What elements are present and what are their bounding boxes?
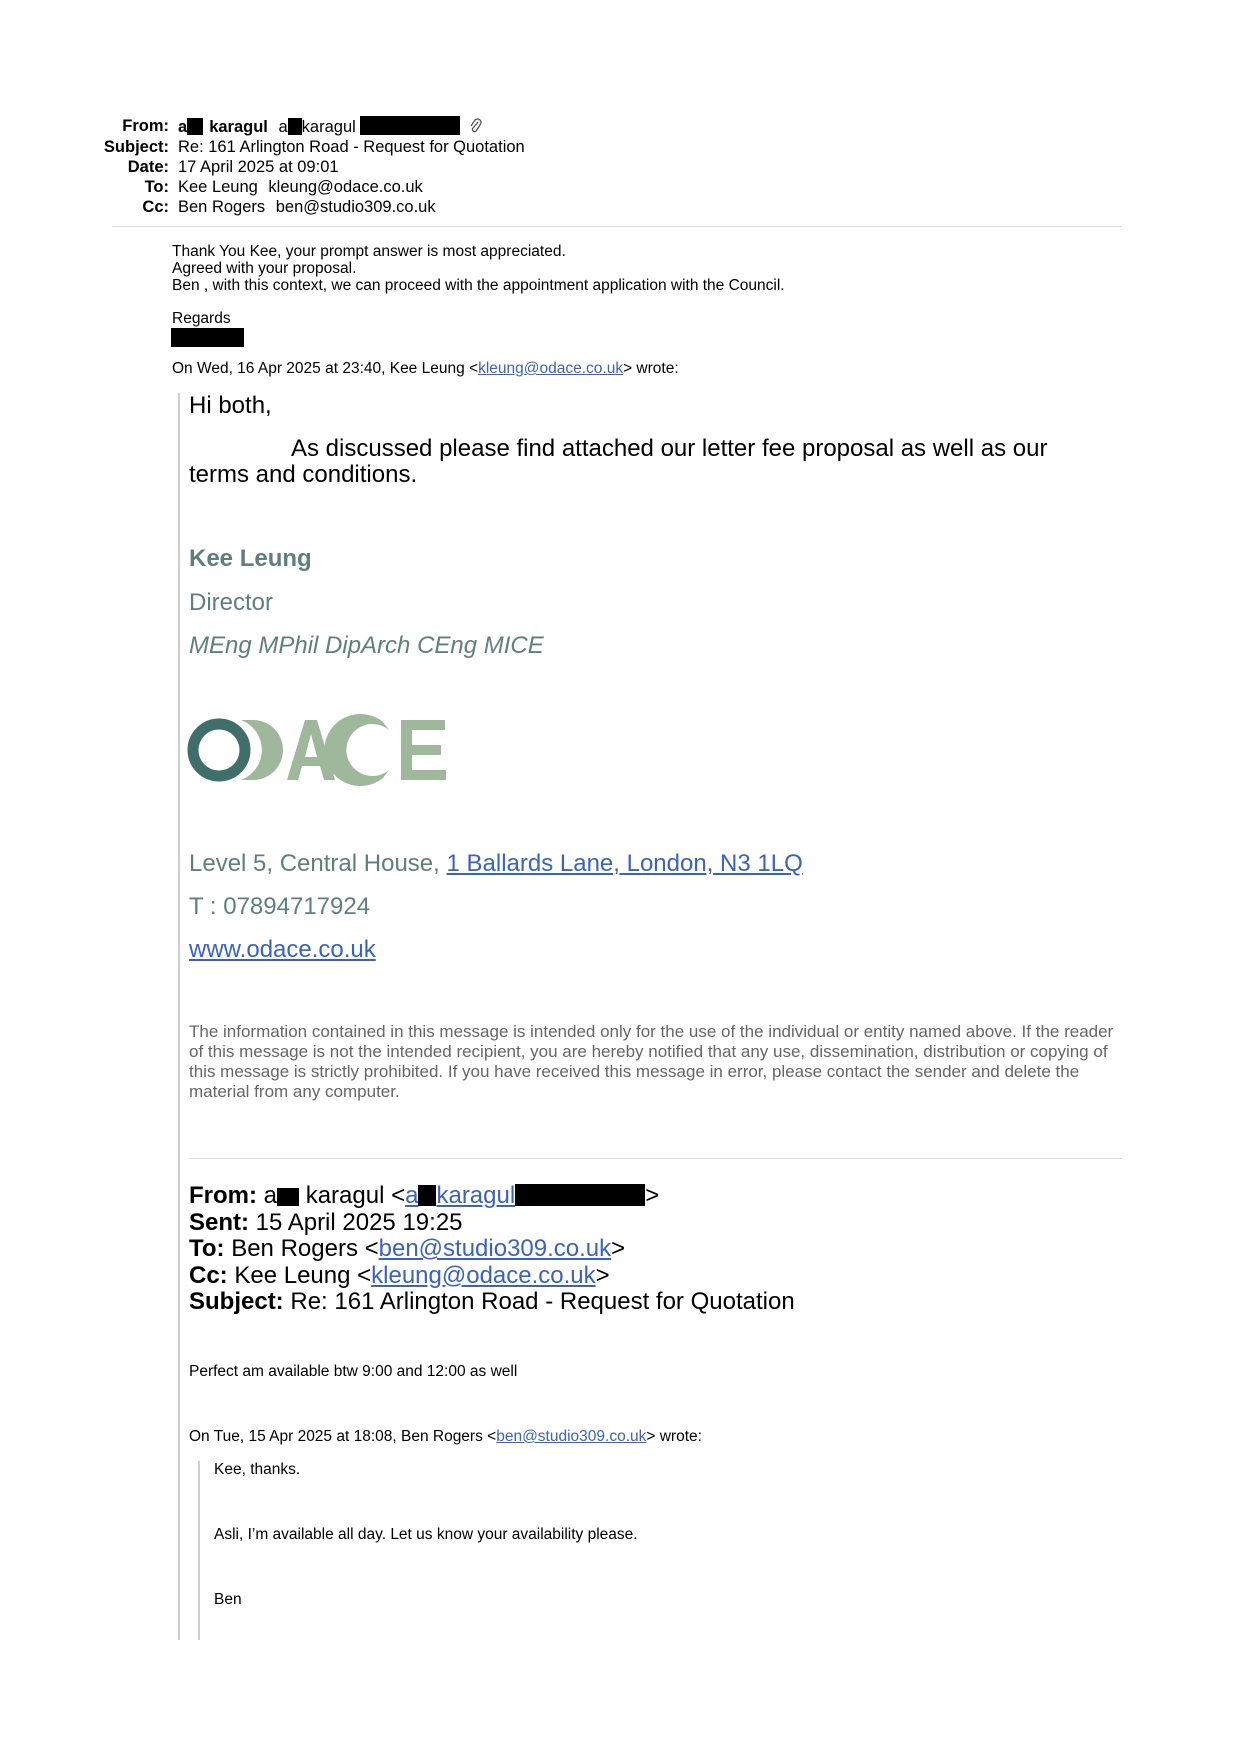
reply-regards: Regards: [172, 310, 231, 327]
odace-logo: [187, 714, 449, 786]
from-name-part2: karagul: [209, 118, 268, 136]
quote-greeting: Hi both,: [189, 392, 272, 419]
fwd-sent-row: [189, 1210, 795, 1237]
to-name: Kee Leung: [178, 178, 258, 196]
fwd-from-part1: a: [263, 1182, 278, 1209]
to-value: [178, 177, 423, 197]
redaction: [515, 1184, 645, 1206]
subject-label: Subject:: [103, 138, 169, 156]
from-email-part2[interactable]: karagul: [301, 118, 356, 136]
redaction: [187, 118, 203, 135]
fwd-from-label: From:: [189, 1182, 257, 1209]
fwd-to-row: [189, 1236, 795, 1263]
to-email[interactable]: kleung@odace.co.uk: [268, 178, 423, 196]
cc-email[interactable]: ben@studio309.co.uk: [275, 198, 436, 216]
fwd-from-part2: karagul <: [305, 1182, 406, 1209]
signature-redaction: [171, 328, 244, 347]
from-label: From:: [122, 117, 169, 135]
date-label: Date:: [127, 158, 169, 176]
redaction: [418, 1185, 436, 1206]
date-value: 17 April 2025 at 09:01: [178, 158, 339, 176]
quote2-intro: [189, 1428, 702, 1446]
header-cc-row: [0, 197, 1239, 217]
signature-qualifications: MEng MPhil DipArch CEng MICE: [189, 632, 544, 659]
quote2-line: Ben: [214, 1591, 242, 1608]
fwd-cc-name: Kee Leung <: [234, 1261, 372, 1289]
quote-border: [178, 393, 180, 1640]
paperclip-icon[interactable]: [468, 118, 482, 134]
fwd-cc-row: [189, 1263, 795, 1290]
fwd-from-close: >: [645, 1182, 660, 1209]
cc-value: [178, 197, 436, 217]
fwd-cc-close: >: [595, 1261, 610, 1289]
reply-body: [172, 243, 785, 294]
legal-disclaimer: The information contained in this message is intended only for the use of the individual or entity named above. If the reader of this message is not the intended recipient, you are hereby notified that any use, dissemination, distribution or copying of this message is strictly prohibited. If you have received this message in error, please contact the sender and delete the material from any computer.: [189, 1022, 1114, 1101]
redaction: [288, 118, 302, 135]
quote2-intro-prefix: On Tue, 15 Apr 2025 at 18:08, Ben Rogers <: [189, 1428, 497, 1445]
fwd-subject-value: Re: 161 Arlington Road - Request for Quotation: [290, 1288, 795, 1315]
fwd-sent-label: Sent:: [189, 1208, 249, 1236]
header-from-row: [0, 116, 1239, 137]
nested-quote-border: [198, 1461, 200, 1640]
from-value: [178, 116, 482, 137]
subject-value: Re: 161 Arlington Road - Request for Quotation: [178, 138, 525, 156]
signature-name: Kee Leung: [189, 545, 312, 572]
address-link[interactable]: 1 Ballards Lane, London, N3 1LQ: [446, 850, 803, 877]
signature-title: Director: [189, 589, 274, 616]
quote-intro-prefix: On Wed, 16 Apr 2025 at 23:40, Kee Leung <: [172, 360, 479, 377]
redaction: [277, 1188, 299, 1206]
quote2-intro-suffix: > wrote:: [646, 1428, 702, 1445]
fwd-from-row: [189, 1183, 795, 1210]
from-email-part1[interactable]: a: [278, 118, 288, 136]
forwarded-header: [189, 1183, 795, 1316]
cc-label: Cc:: [142, 198, 169, 216]
header-to-row: [0, 177, 1239, 197]
fwd-sent-value: 15 April 2025 19:25: [255, 1208, 463, 1236]
message-text: Perfect am available btw 9:00 and 12:00 as well: [189, 1363, 518, 1380]
fwd-to-label: To:: [189, 1235, 225, 1262]
quote-intro-suffix: > wrote:: [623, 360, 679, 377]
quote2-line: Asli, I’m available all day. Let us know your availability please.: [214, 1526, 638, 1543]
header-subject-row: [0, 137, 1239, 157]
email-header: [0, 116, 1239, 217]
fwd-subject-label: Subject:: [189, 1288, 284, 1315]
quote-intro: [172, 360, 679, 378]
reply-line: Thank You Kee, your prompt answer is most appreciated.: [172, 243, 566, 260]
signature-address: [189, 850, 803, 878]
fwd-cc-email-link[interactable]: kleung@odace.co.uk: [371, 1261, 596, 1289]
fwd-from-link-part2[interactable]: karagul: [436, 1182, 516, 1209]
fwd-cc-label: Cc:: [189, 1261, 228, 1289]
header-divider: [112, 226, 1122, 227]
reply-line: Ben , with this context, we can proceed with the appointment application with the Council.: [172, 277, 785, 294]
header-date-row: [0, 157, 1239, 177]
quote-intro-email-link[interactable]: kleung@odace.co.uk: [478, 360, 624, 377]
quote2-intro-email-link[interactable]: ben@studio309.co.uk: [496, 1428, 647, 1445]
to-label: To:: [144, 178, 169, 196]
signature-phone: T : 07894717924: [189, 893, 371, 920]
cc-name: Ben Rogers: [178, 198, 266, 216]
forwarded-divider: [189, 1158, 1122, 1159]
redaction: [360, 116, 460, 135]
from-name-part1: a: [178, 118, 188, 136]
fwd-to-email-link[interactable]: ben@studio309.co.uk: [378, 1235, 612, 1262]
quote-body: As discussed please find attached our letter fee proposal as well as our terms and conditions.: [189, 435, 1048, 488]
quote2-line: Kee, thanks.: [214, 1461, 301, 1478]
fwd-to-name: Ben Rogers <: [231, 1235, 379, 1262]
website-link[interactable]: www.odace.co.uk: [189, 936, 376, 963]
fwd-subject-row: [189, 1289, 795, 1316]
fwd-to-close: >: [611, 1235, 626, 1262]
fwd-from-link-part1[interactable]: a: [405, 1182, 419, 1209]
reply-line: Agreed with your proposal.: [172, 260, 357, 277]
address-prefix: Level 5, Central House,: [189, 850, 447, 877]
